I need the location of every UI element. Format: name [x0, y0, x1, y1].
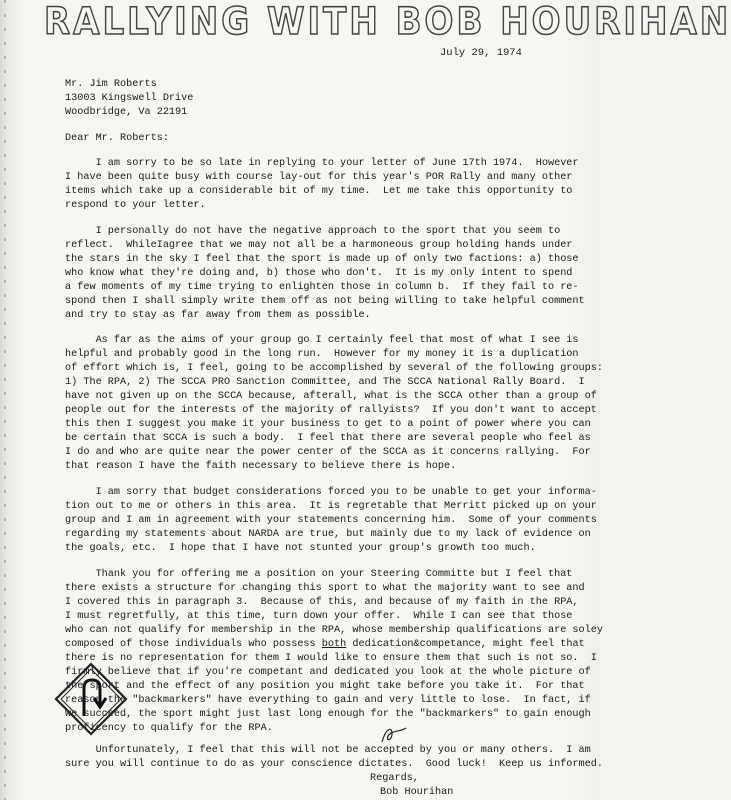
- paragraph-3-line: of effort which is, I feel, going to be accomplished by several of the following groups:: [65, 363, 603, 374]
- letter-date: July 29, 1974: [440, 47, 522, 59]
- paragraph-3-line: As far as the aims of your group go I certainly feel that most of what I see is: [65, 335, 579, 346]
- letterhead: RALLYING WITH BOB HOURIHAN: [44, 0, 731, 44]
- paragraph-5-line: there exists a structure for changing this sport to what the majority want to see and: [65, 583, 585, 594]
- paragraph-3-line: this then I suggest you make it your business to get to a point of power where you can: [65, 419, 591, 430]
- paragraph-5-line: we succeed, the sport might just last long enough for the "backmarkers" to gain enough: [65, 709, 591, 720]
- paragraph-4-line: the goals, etc. I hope that I have not stunted your group's growth too much.: [65, 543, 536, 554]
- paragraph-3-line: that reason I have the faith necessary to believe there is hope.: [65, 461, 457, 472]
- scan-edge-mark: [4, 0, 6, 800]
- paragraph-2-line: and try to stay as far away from them as possible.: [65, 310, 371, 321]
- paragraph-2-line: a few moments of my time trying to enlighten those in column b. If they fail to re-: [65, 282, 579, 293]
- paragraph-2-line: spond then I shall simply write them off as not being willing to take helpful comment: [65, 296, 585, 307]
- paragraph-1-line: items which take up a considerable bit of my time. Let me take this opportunity to: [65, 186, 573, 197]
- paragraph-5-line: I must regretfully, at this time, turn down your offer. While I can see that those: [65, 611, 573, 622]
- signature-icon: [378, 724, 410, 746]
- paragraph-2-line: who know what they're doing and, b) those who don't. It is my only intent to spend: [65, 268, 573, 279]
- signer-name: Bob Hourihan: [380, 787, 454, 798]
- paragraph-5-line: I covered this in paragraph 3. Because of this, and because of my faith in the RPA,: [65, 597, 579, 608]
- paragraph-2-line: reflect. WhileIagree that we may not all be a harmoneous group holding hands under: [65, 240, 573, 251]
- address-line: Mr. Jim Roberts: [65, 79, 157, 90]
- address-line: Woodbridge, Va 22191: [65, 107, 188, 118]
- paragraph-5-line: [65, 638, 585, 652]
- paragraph-1-line: respond to your letter.: [65, 200, 206, 211]
- paragraph-4-line: group and I am in agreement with your statements concerning him. Some of your comments: [65, 515, 597, 526]
- paragraph-5-line: there is no representation for them I would like to ensure them that such is not so. I: [65, 653, 597, 664]
- paragraph-6-line: Unfortunately, I feel that this will not be accepted by you or many others. I am: [65, 745, 591, 756]
- paragraph-3-line: have not given up on the SCCA because, afterall, what is the SCCA other than a group of: [65, 391, 597, 402]
- paragraph-4-line: I am sorry that budget considerations forced you to be unable to get your informa-: [65, 487, 597, 498]
- paragraph-3-line: people out for the interests of the majority of rallyists? If you don't want to accept: [65, 405, 597, 416]
- paragraph-5-line: who can not qualify for membership in the RPA, whose membership qualifications are soley: [65, 625, 603, 636]
- paragraph-3-line: 1) The RPA, 2) The SCCA PRO Sanction Committee, and The SCCA National Rally Board. I: [65, 377, 585, 388]
- salutation: Dear Mr. Roberts:: [65, 133, 169, 144]
- paragraph-2-line: the stars in the sky I feel that the sport is made up of only two factions: a) those: [65, 254, 579, 265]
- paragraph-5-text: dedication&competance, might feel that: [346, 639, 585, 650]
- underlined-word: both: [321, 639, 347, 650]
- paragraph-3-line: be certain that SCCA is such a body. I feel that there are several people who feel as: [65, 433, 591, 444]
- paragraph-3-line: helpful and probably good in the long run. However for my money it is a duplication: [65, 349, 579, 360]
- paragraph-3-line: I do and who are quite near the power center of the SCCA as it concerns rallying. For: [65, 447, 591, 458]
- paragraph-4-line: regarding my statements about NARDA are true, but mainly due to my lack of evidence on: [65, 529, 591, 540]
- closing: Regards,: [370, 773, 419, 784]
- paragraph-1-line: I have been quite busy with course lay-out for this year's POR Rally and many other: [65, 172, 573, 183]
- paragraph-5-line: Thank you for offering me a position on your Steering Committe but I feel that: [65, 569, 573, 580]
- paragraph-4-line: tion out to me or others in this area. It is regretable that Merritt picked up on your: [65, 501, 597, 512]
- paragraph-5-line: firmly believe that if you're competant and dedicated you look at the whole picture of: [65, 667, 591, 678]
- paragraph-5-line: reason the "backmarkers" have everything to gain and very little to lose. In fact, if: [65, 695, 591, 706]
- paragraph-5-text: composed of those individuals who possess: [65, 639, 322, 650]
- paragraph-6-line: sure you will continue to do as your conscience dictates. Good luck! Keep us informed.: [65, 759, 603, 770]
- paragraph-1-line: I am sorry to be so late in replying to your letter of June 17th 1974. However: [65, 158, 579, 169]
- paragraph-5-line: proficency to qualify for the RPA.: [65, 723, 273, 734]
- paragraph-5-line: the sport and the effect of any position you might take before you take it. For that: [65, 681, 585, 692]
- rally-logo-icon: [54, 662, 128, 736]
- paragraph-2-line: I personally do not have the negative approach to the sport that you seem to: [65, 226, 561, 237]
- address-line: 13003 Kingswell Drive: [65, 93, 194, 104]
